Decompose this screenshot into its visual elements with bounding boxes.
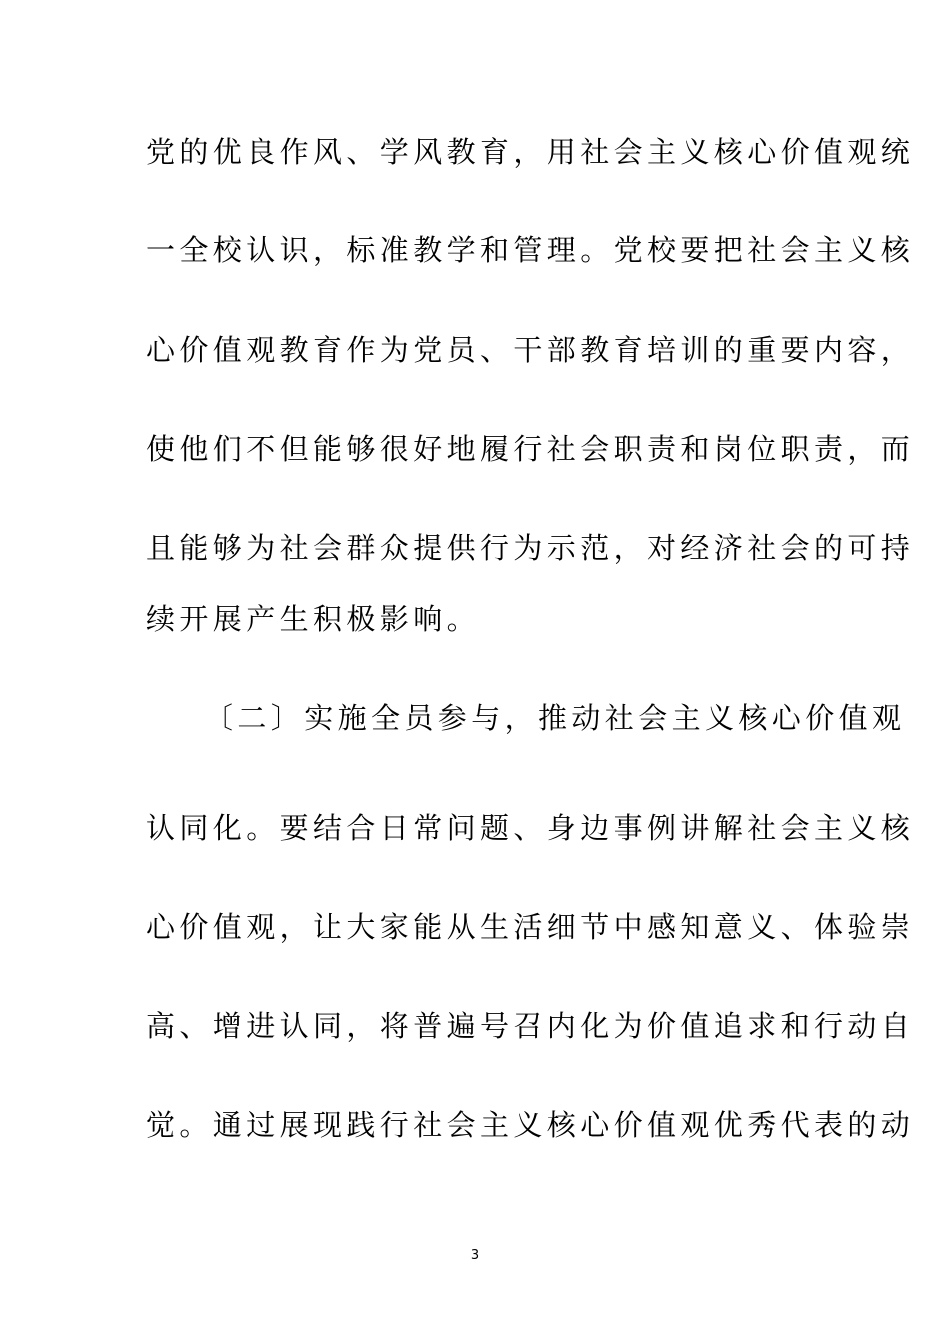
- body-text-line: 一全校认识，标准教学和管理。党校要把社会主义核: [146, 233, 915, 267]
- body-text-line: 高、增进认同，将普遍号召内化为价值追求和行动自: [146, 1009, 915, 1043]
- page-number: 3: [470, 1248, 480, 1263]
- body-text-line: 且能够为社会群众提供行为示范，对经济社会的可持: [146, 531, 915, 565]
- body-text-line: 认同化。要结合日常问题、身边事例讲解社会主义核: [146, 811, 915, 845]
- body-text-line: 觉。通过展现践行社会主义核心价值观优秀代表的动: [146, 1108, 915, 1142]
- body-text-line: 党的优良作风、学风教育，用社会主义核心价值观统: [146, 135, 915, 169]
- body-text-line: 续开展产生积极影响。: [146, 602, 481, 636]
- body-text-line: 使他们不但能够很好地履行社会职责和岗位职责，而: [146, 432, 915, 466]
- paragraph-first-line: 〔二〕实施全员参与，推动社会主义核心价值观: [204, 701, 906, 735]
- body-text-line: 心价值观教育作为党员、干部教育培训的重要内容，: [146, 333, 915, 367]
- body-text-line: 心价值观，让大家能从生活细节中感知意义、体验崇: [146, 910, 915, 944]
